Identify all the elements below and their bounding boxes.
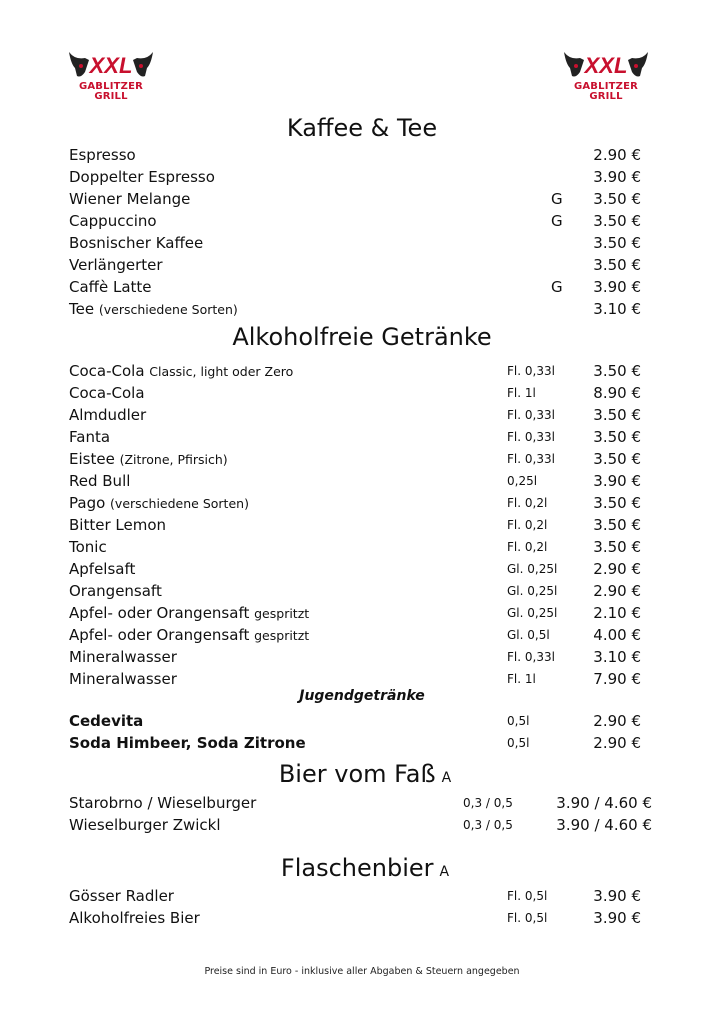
item-subtext: gespritzt (254, 606, 310, 621)
item-size: 0,25l (507, 474, 538, 488)
item-size: Fl. 0,33l (507, 364, 555, 378)
item-name: Fanta (69, 428, 111, 446)
menu-item (69, 792, 652, 814)
item-allergen: G (551, 190, 563, 208)
menu-item (69, 254, 649, 276)
item-price: 3.10 € (593, 648, 641, 666)
menu-item (69, 166, 649, 188)
item-price: 3.90 € (593, 278, 641, 296)
item-name: Wiener Melange (69, 190, 191, 208)
menu-item (69, 470, 649, 492)
item-price: 3.50 € (593, 212, 641, 230)
item-price: 3.90 € (593, 887, 641, 905)
menu-item (69, 210, 649, 232)
item-name: Wieselburger Zwickl (69, 816, 221, 834)
item-price: 3.50 € (593, 256, 641, 274)
menu-item (69, 558, 649, 580)
menu-item (69, 885, 649, 907)
item-name: Almdudler (69, 406, 147, 424)
item-size: Gl. 0,5l (507, 628, 550, 642)
item-name: Caffè Latte (69, 278, 152, 296)
item-size: Fl. 0,5l (507, 889, 548, 903)
item-price: 3.50 € (593, 516, 641, 534)
menu-item (69, 404, 649, 426)
item-name: Doppelter Espresso (69, 168, 215, 186)
item-price: 3.50 € (593, 234, 641, 252)
menu-item (69, 382, 649, 404)
item-price: 2.90 € (593, 734, 641, 752)
item-size: Gl. 0,25l (507, 584, 558, 598)
item-size: 0,5l (507, 714, 530, 728)
menu-item (69, 492, 649, 514)
item-size: Fl. 1l (507, 672, 536, 686)
menu-item (69, 448, 649, 470)
item-price: 2.90 € (593, 582, 641, 600)
item-subtext: (Zitrone, Pfirsich) (119, 452, 228, 467)
menu-item (69, 907, 649, 929)
menu-item (69, 710, 649, 732)
item-price: 3.90 € (593, 168, 641, 186)
item-price: 2.90 € (593, 146, 641, 164)
item-name: Coca-Cola (69, 384, 145, 402)
item-name: Mineralwasser (69, 648, 177, 666)
youth-drinks-heading: Jugendgetränke (299, 688, 425, 704)
item-size: Gl. 0,25l (507, 562, 558, 576)
item-allergen: G (551, 212, 563, 230)
menu-item (69, 536, 649, 558)
item-price: 3.50 € (593, 406, 641, 424)
menu-item (69, 232, 649, 254)
bull-logo-icon (65, 46, 157, 82)
menu-item (69, 814, 652, 836)
item-name: Coca-Cola Classic, light oder Zero (69, 362, 294, 380)
item-name: Soda Himbeer, Soda Zitrone (69, 734, 306, 752)
item-price: 8.90 € (593, 384, 641, 402)
item-name: Bitter Lemon (69, 516, 167, 534)
allergen-mark: A (441, 770, 452, 786)
item-price: 3.90 / 4.60 € (556, 794, 652, 812)
item-size: Gl. 0,25l (507, 606, 558, 620)
item-size: Fl. 0,33l (507, 452, 555, 466)
menu-item (69, 276, 649, 298)
menu-item (69, 668, 649, 690)
item-name: Apfelsaft (69, 560, 136, 578)
item-price: 3.10 € (593, 300, 641, 318)
item-price: 3.90 € (593, 472, 641, 490)
item-price: 2.90 € (593, 560, 641, 578)
footer-note: Preise sind in Euro - inklusive aller Abgaben & Steuern angegeben (204, 966, 520, 977)
item-name: Bosnischer Kaffee (69, 234, 204, 252)
item-name: Orangensaft (69, 582, 162, 600)
item-price: 2.10 € (593, 604, 641, 622)
menu-item (69, 624, 649, 646)
item-price: 2.90 € (593, 712, 641, 730)
item-size: 0,3 / 0,5 (463, 818, 513, 832)
menu-item (69, 514, 649, 536)
menu-item (69, 426, 649, 448)
item-price: 3.50 € (593, 538, 641, 556)
item-name: Alkoholfreies Bier (69, 909, 200, 927)
menu-item (69, 732, 649, 754)
logo-text-line1: GABLITZER (78, 81, 144, 92)
logo-left (63, 46, 159, 108)
item-size: 0,5l (507, 736, 530, 750)
item-name: Tonic (69, 538, 107, 556)
item-price: 4.00 € (593, 626, 641, 644)
item-price: 3.50 € (593, 450, 641, 468)
item-price: 3.90 € (593, 909, 641, 927)
logo-text-line1: GABLITZER (573, 81, 639, 92)
item-subtext: (verschiedene Sorten) (98, 302, 238, 317)
item-name: Apfel- oder Orangensaft gespritzt (69, 626, 310, 644)
item-size: Fl. 0,33l (507, 430, 555, 444)
item-name: Cappuccino (69, 212, 157, 230)
item-size: Fl. 0,2l (507, 518, 548, 532)
item-price: 3.50 € (593, 362, 641, 380)
item-name: Tee (verschiedene Sorten) (69, 300, 238, 318)
item-size: Fl. 0,2l (507, 496, 548, 510)
item-price: 3.50 € (593, 494, 641, 512)
item-subtext: gespritzt (254, 628, 310, 643)
item-price: 3.50 € (593, 190, 641, 208)
item-size: Fl. 1l (507, 386, 536, 400)
section-title-bottled-beer: Flaschenbier A (280, 854, 450, 882)
item-name: Starobrno / Wieselburger (69, 794, 257, 812)
logo-right (558, 46, 654, 108)
item-size: Fl. 0,33l (507, 650, 555, 664)
item-name: Mineralwasser (69, 670, 177, 688)
item-name: Eistee (Zitrone, Pfirsich) (69, 450, 228, 468)
item-size: Fl. 0,33l (507, 408, 555, 422)
item-allergen: G (551, 278, 563, 296)
svg-text:XXL: XXL (584, 53, 628, 78)
item-name: Apfel- oder Orangensaft gespritzt (69, 604, 310, 622)
item-price: 3.50 € (593, 428, 641, 446)
item-name: Red Bull (69, 472, 131, 490)
item-name: Gösser Radler (69, 887, 174, 905)
item-subtext: (verschiedene Sorten) (110, 496, 249, 511)
section-title-coffee: Kaffee & Tee (286, 114, 438, 142)
menu-item (69, 298, 649, 320)
menu-item (69, 188, 649, 210)
item-name: Cedevita (69, 712, 144, 730)
item-size: 0,3 / 0,5 (463, 796, 513, 810)
section-title-draft-beer: Bier vom Faß A (278, 760, 452, 788)
item-size: Fl. 0,5l (507, 911, 548, 925)
item-price: 7.90 € (593, 670, 641, 688)
menu-item (69, 360, 649, 382)
menu-item (69, 646, 649, 668)
item-price: 3.90 / 4.60 € (556, 816, 652, 834)
menu-item (69, 580, 649, 602)
allergen-mark: A (439, 864, 450, 880)
logo-text-line2: GRILL (589, 91, 623, 102)
item-name: Verlängerter (69, 256, 163, 274)
item-subtext: Classic, light oder Zero (149, 364, 294, 379)
item-name: Espresso (69, 146, 136, 164)
svg-text:XXL: XXL (89, 53, 133, 78)
item-name: Pago (verschiedene Sorten) (69, 494, 249, 512)
menu-item (69, 144, 649, 166)
menu-item (69, 602, 649, 624)
bull-logo-icon (560, 46, 652, 82)
item-size: Fl. 0,2l (507, 540, 548, 554)
logo-text-line2: GRILL (94, 91, 128, 102)
section-title-softdrinks: Alkoholfreie Getränke (232, 323, 492, 351)
